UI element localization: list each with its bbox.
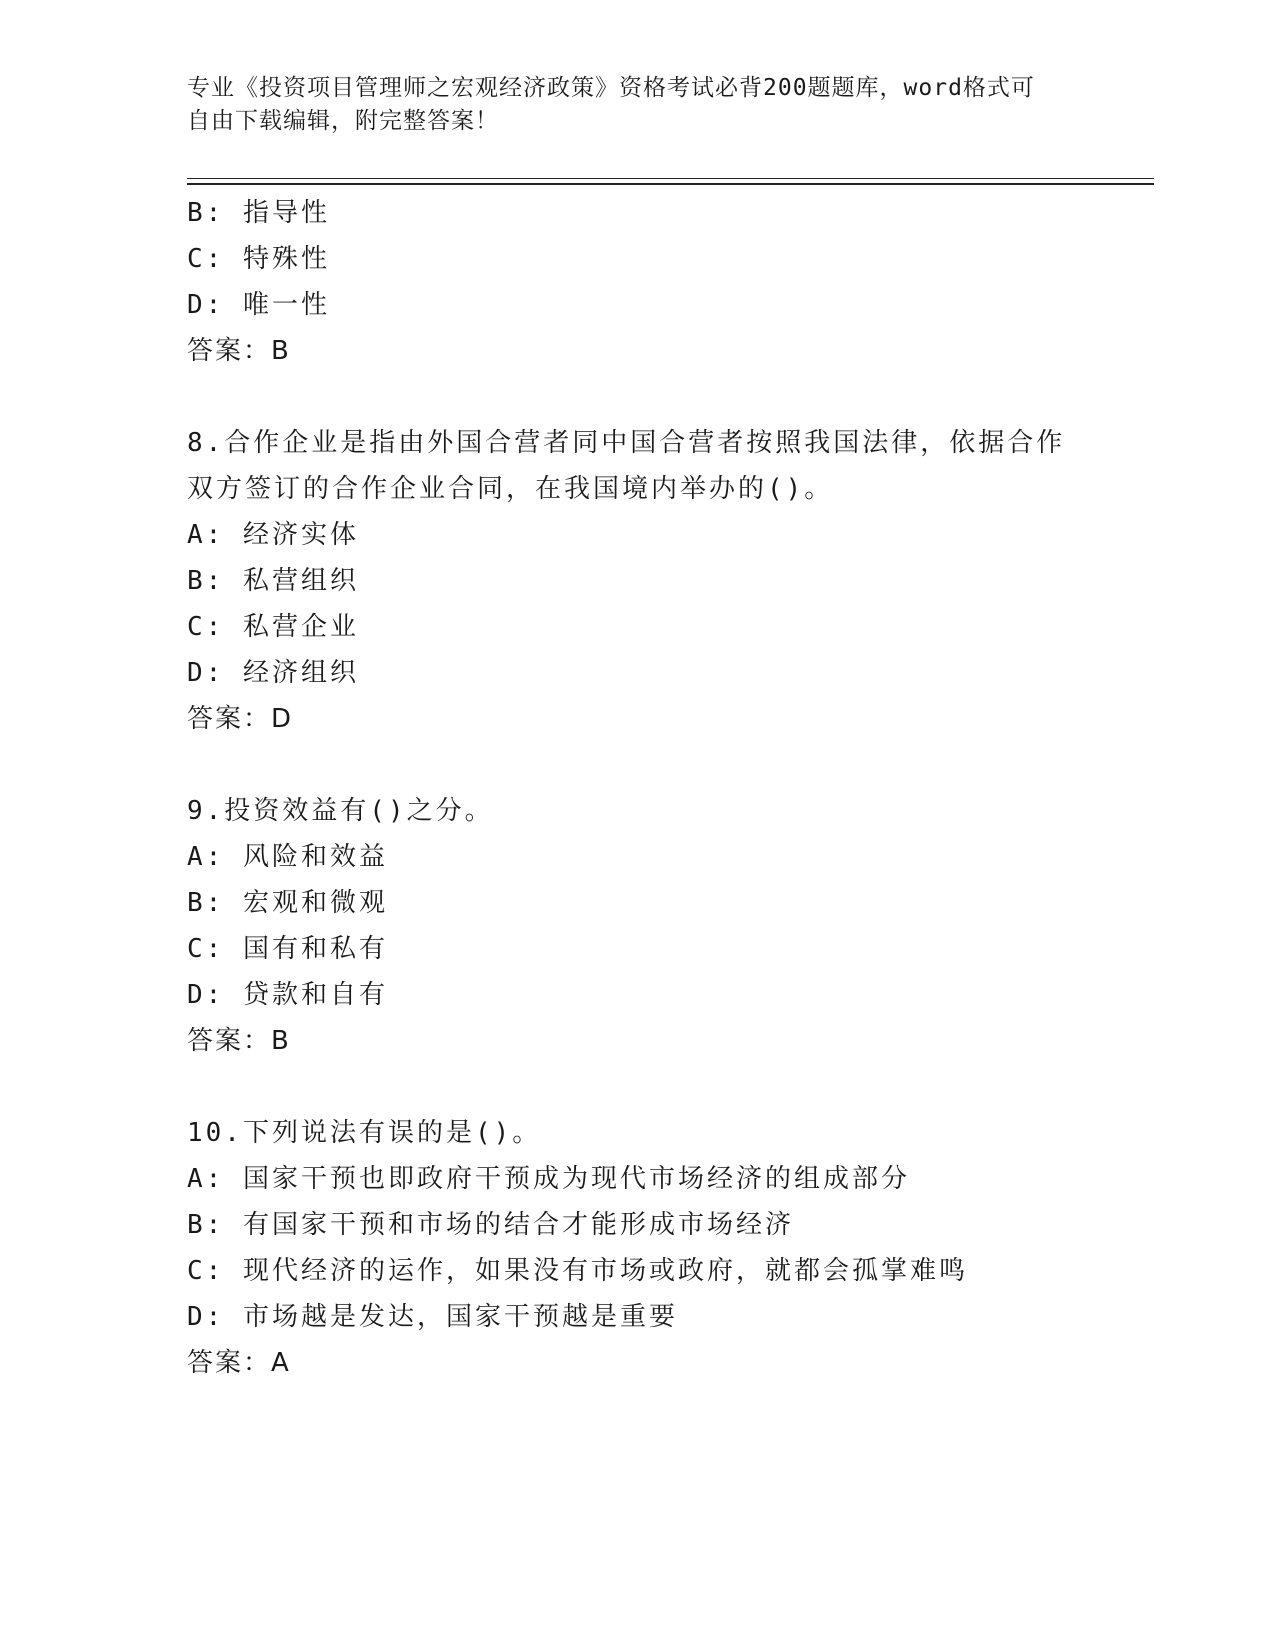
- question-8: [187, 420, 1147, 742]
- question-7-tail: [187, 190, 1147, 374]
- header-line-2: 自由下载编辑，附完整答案！: [187, 108, 499, 134]
- option-d: D: 唯一性: [187, 290, 330, 320]
- option-c: C: 现代经济的运作，如果没有市场或政府，就都会孤掌难鸣: [187, 1256, 968, 1286]
- stem-line: 9.投资效益有()之分。: [187, 796, 494, 826]
- option-a: A: 国家干预也即政府干预成为现代市场经济的组成部分: [187, 1164, 910, 1194]
- answer-line: 答案：A: [187, 1348, 291, 1378]
- option-c: C: 国有和私有: [187, 934, 388, 964]
- header-divider-thick: [187, 183, 1154, 185]
- option-c: C: 私营企业: [187, 612, 359, 642]
- option-a: A: 风险和效益: [187, 842, 388, 872]
- option-d: D: 市场越是发达，国家干预越是重要: [187, 1302, 678, 1332]
- option-d: D: 经济组织: [187, 658, 359, 688]
- option-b: B: 私营组织: [187, 566, 359, 596]
- stem-line: 8.合作企业是指由外国合营者同中国合营者按照我国法律，依据合作: [187, 428, 1066, 458]
- question-stem: [187, 788, 1147, 834]
- stem-line: 双方签订的合作企业合同，在我国境内举办的()。: [187, 474, 834, 504]
- answer-line: 答案：B: [187, 1026, 291, 1056]
- header-line-1: 专业《投资项目管理师之宏观经济政策》资格考试必背200题题库，word格式可: [187, 75, 1035, 101]
- answer-line: 答案：D: [187, 704, 294, 734]
- question-9: [187, 788, 1147, 1064]
- header-divider-thin: [187, 178, 1154, 179]
- question-list: [187, 190, 1147, 1432]
- option-b: B: 有国家干预和市场的结合才能形成市场经济: [187, 1210, 794, 1240]
- question-stem: [187, 1110, 1147, 1156]
- stem-line: 10.下列说法有误的是()。: [187, 1118, 542, 1148]
- option-d: D: 贷款和自有: [187, 980, 388, 1010]
- option-b: B: 宏观和微观: [187, 888, 388, 918]
- document-header: [187, 72, 1067, 138]
- question-10: [187, 1110, 1147, 1386]
- option-b: B: 指导性: [187, 198, 330, 228]
- question-stem: [187, 420, 1147, 512]
- answer-line: 答案：B: [187, 336, 291, 366]
- option-a: A: 经济实体: [187, 520, 359, 550]
- option-c: C: 特殊性: [187, 244, 330, 274]
